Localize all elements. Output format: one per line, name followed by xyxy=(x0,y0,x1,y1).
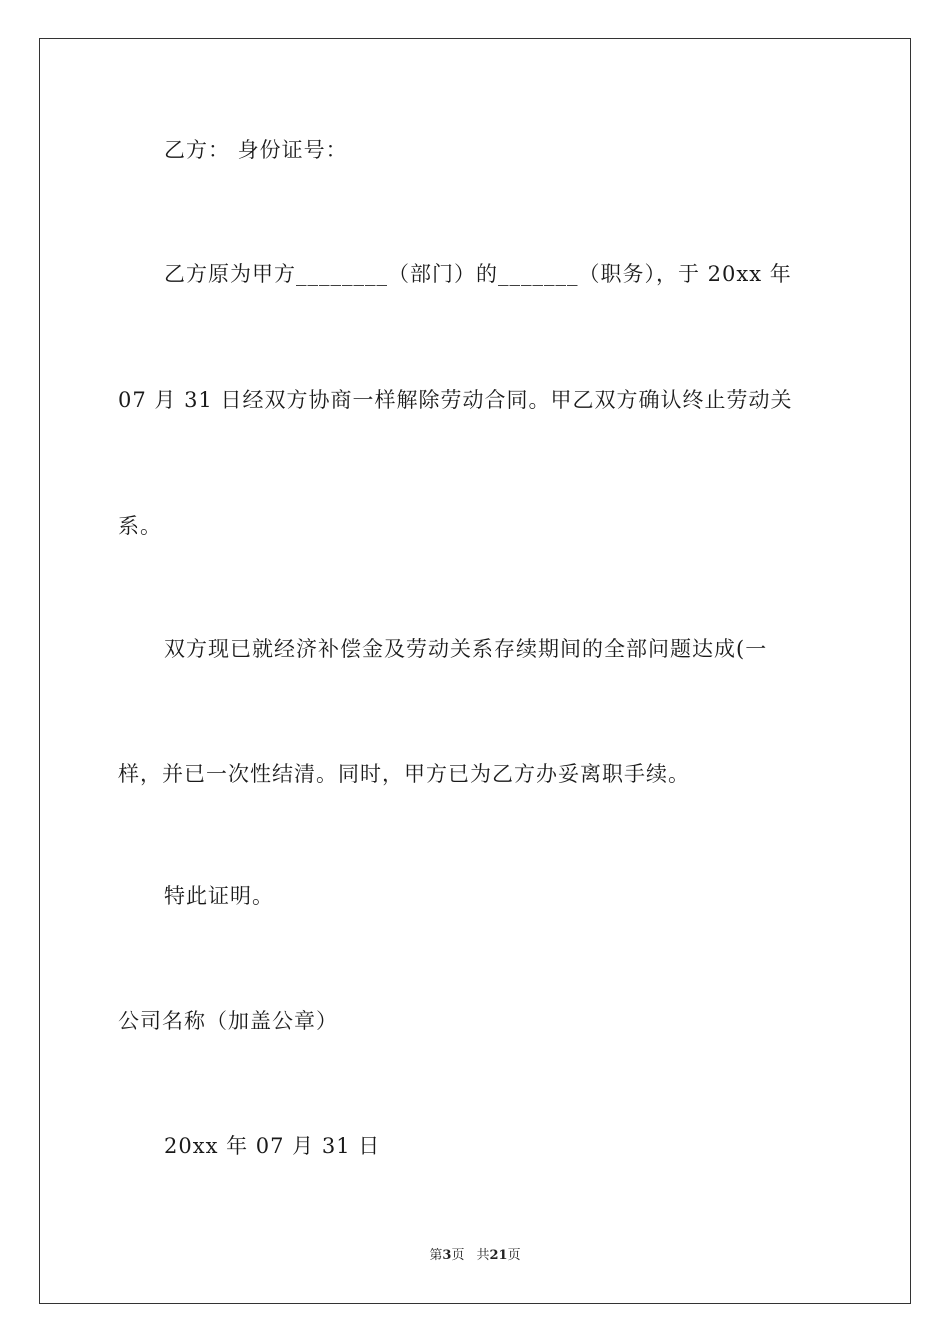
total-prefix: 共 xyxy=(476,1248,490,1263)
company-name-seal: 公司名称（加盖公章） xyxy=(118,1009,338,1033)
signing-date: 20xx 年 07 月 31 日 xyxy=(164,1134,381,1158)
party-b-line: 乙方： 身份证号： xyxy=(164,138,348,162)
paragraph-2-line-1: 双方现已就经济补偿金及劳动关系存续期间的全部问题达成(一 xyxy=(164,637,768,661)
page-footer xyxy=(0,1247,950,1265)
page-suffix: 页 xyxy=(451,1248,465,1263)
paragraph-1-line-1: 乙方原为甲方________（部门）的_______（职务），于 20xx 年 xyxy=(164,262,792,286)
page-border xyxy=(39,38,911,1304)
page-total: 21 xyxy=(489,1248,508,1263)
page-current: 3 xyxy=(442,1248,452,1263)
closing-statement: 特此证明。 xyxy=(164,884,274,908)
paragraph-2-line-2: 样，并已一次性结清。同时，甲方已为乙方办妥离职手续。 xyxy=(118,762,690,786)
paragraph-1-line-3: 系。 xyxy=(118,514,162,538)
total-suffix: 页 xyxy=(507,1248,521,1263)
page-prefix: 第 xyxy=(429,1248,443,1263)
paragraph-1-line-2: 07 月 31 日经双方协商一样解除劳动合同。甲乙双方确认终止劳动关 xyxy=(118,388,793,412)
